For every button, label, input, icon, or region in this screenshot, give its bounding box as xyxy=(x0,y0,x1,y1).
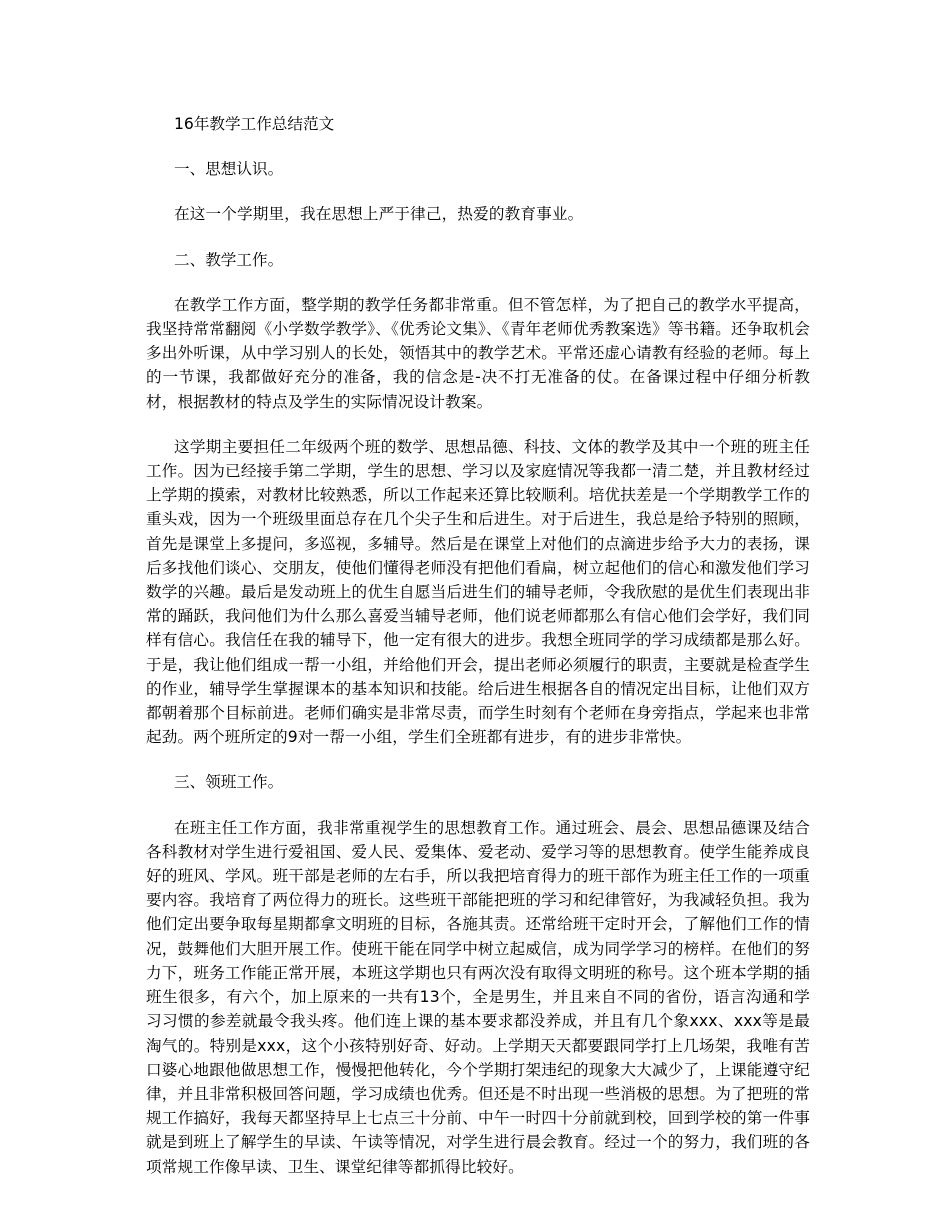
paragraph: 在班主任工作方面，我非常重视学生的思想教育工作。通过班会、晨会、思想品德课及结合各科教材对学生进行爱祖国、爱人民、爱集体、爱老动、爱学习等的思想教育。使学生能养成良好的班风、学风。班干部是老师的左右手，所以我把培育得力的班干部作为班主任工作的一项重要内容。我培育了两位得力的班长。这些班干部能把班的学习和纪律管好，为我减轻负担。我为他们定出要争取每星期都拿文明班的目标，各施其责。还常给班干定时开会，了解他们工作的情况，鼓舞他们大胆开展工作。使班干能在同学中树立起威信，成为同学学习的榜样。在他们的努力下，班务工作能正常开展，本班这学期也只有两次没有取得文明班的称号。这个班本学期的插班生很多，有六个，加上原来的一共有13个，全是男生，并且来自不同的省份，语言沟通和学习习惯的参差就最令我头疼。他们连上课的基本要求都没养成，并且有几个象xxx、xxx等是最淘气的。特别是xxx，这个小孩特别好奇、好动。上学期天天都要跟同学打上几场架，我唯有苦口婆心地跟他做思想工作，慢慢把他转化，今个学期打架违纪的现象大大减少了，上课能遵守纪律，并且非常积极回答问题，学习成绩也优秀。但还是不时出现一些消极的思想。为了把班的常规工作搞好，我每天都坚持早上七点三十分前、中午一时四十分前就到校，回到学校的第一件事就是到班上了解学生的早读、午读等情况，对学生进行晨会教育。经过一个的努力，我们班的各项常规工作像早读、卫生、课堂纪律等都抓得比较好。 xyxy=(146,818,810,1176)
section-class-leading xyxy=(146,770,810,1178)
paragraph: 在这一个学期里，我在思想上严于律己，热爱的教育事业。 xyxy=(174,205,584,224)
document-page xyxy=(146,112,810,1200)
section-heading: 一、思想认识。 xyxy=(174,160,284,179)
paragraph: 在教学工作方面，整学期的教学任务都非常重。但不管怎样，为了把自己的教学水平提高，我坚持常常翻阅《小学数学教学》、《优秀论文集》、《青年老师优秀教案选》等书籍。还争取机会多出外听课，从中学习别人的长处，领悟其中的教学艺术。平常还虚心请教有经验的老师。每上的一节课，我都做好充分的准备，我的信念是-决不打无准备的仗。在备课过程中仔细分析教材，根据教材的特点及学生的实际情况设计教案。 xyxy=(146,295,810,411)
paragraph: 这学期主要担任二年级两个班的数学、思想品德、科技、文体的教学及其中一个班的班主任工作。因为已经接手第二学期，学生的思想、学习以及家庭情况等我都一清二楚，并且教材经过上学期的摸索，对教材比较熟悉，所以工作起来还算比较顺利。培优扶差是一个学期教学工作的重头戏，因为一个班级里面总存在几个尖子生和后进生。对于后进生，我总是给予特别的照顾，首先是课堂上多提问，多巡视，多辅导。然后是在课堂上对他们的点滴进步给予大力的表扬，课后多找他们谈心、交朋友，使他们懂得老师没有把他们看扁，树立起他们的信心和激发他们学习数学的兴趣。最后是发动班上的优生自愿当后进生们的辅导老师，令我欣慰的是优生们表现出非常的踊跃，我问他们为什么那么喜爱当辅导老师，他们说老师都那么有信心他们会学好，我们同样有信心。我信任在我的辅导下，他一定有很大的进步。我想全班同学的学习成绩都是那么好。于是，我让他们组成一帮一小组，并给他们开会，提出老师必须履行的职责，主要就是检查学生的作业，辅导学生掌握课本的基本知识和技能。给后进生根据各自的情况定出目标，让他们双方都朝着那个目标前进。老师们确实是非常尽责，而学生时刻有个老师在身旁指点，学起来也非常起劲。两个班所定的9对一帮一小组，学生们全班都有进步，有的进步非常快。 xyxy=(146,437,810,747)
section-heading: 二、教学工作。 xyxy=(174,250,284,269)
section-heading: 三、领班工作。 xyxy=(174,773,284,792)
section-thought xyxy=(146,157,810,226)
document-title: 16年教学工作总结范文 xyxy=(174,115,335,133)
section-teaching xyxy=(146,248,810,750)
